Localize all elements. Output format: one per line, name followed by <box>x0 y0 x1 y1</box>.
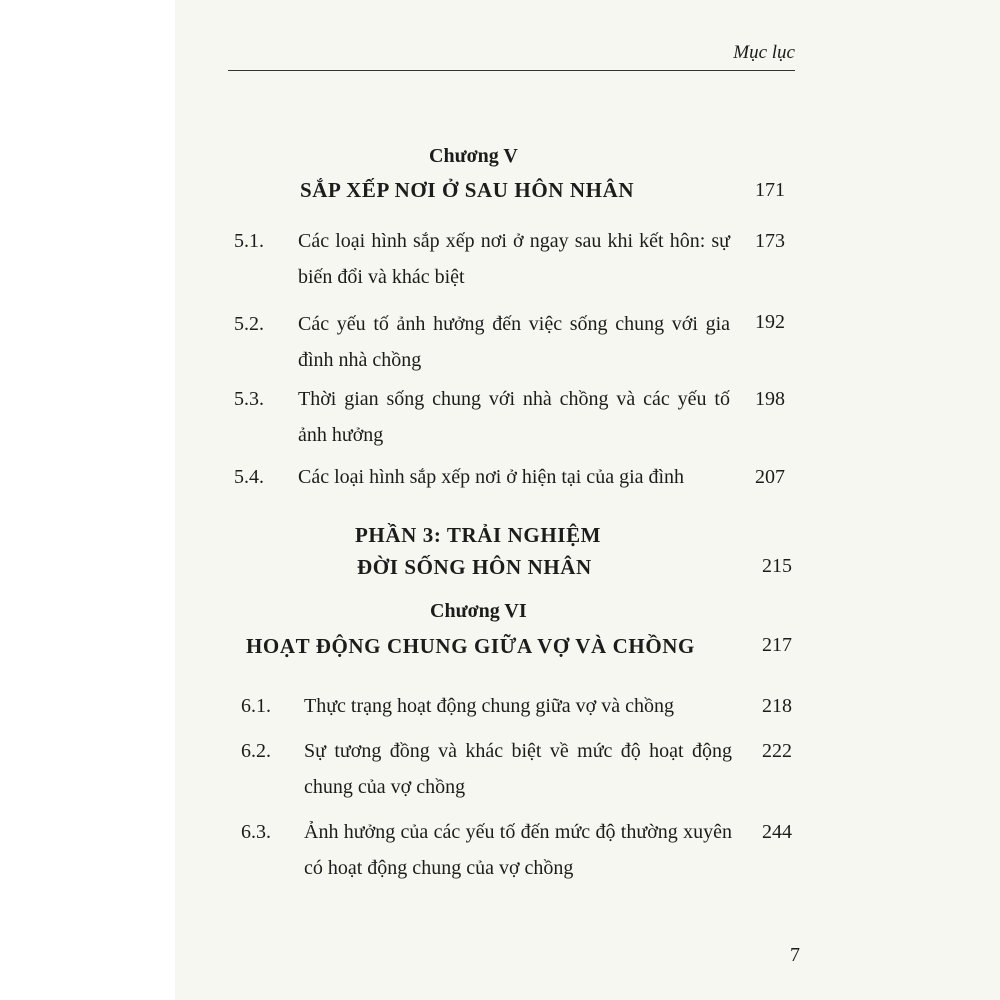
section-title: Các yếu tố ảnh hưởng đến việc sống chung với gia đình nhà chồng <box>298 313 730 371</box>
section-title: Thời gian sống chung với nhà chồng và các yếu tố ảnh hưởng <box>298 388 730 446</box>
header-rule <box>228 70 795 71</box>
section-title: Các loại hình sắp xếp nơi ở ngay sau khi kết hôn: sự biến đổi và khác biệt <box>298 230 730 288</box>
chapter-title: SẮP XẾP NƠI Ở SAU HÔN NHÂN <box>300 178 635 202</box>
chapter-page-number: 171 <box>755 179 785 201</box>
section-page-number: 222 <box>762 740 792 762</box>
section-number: 5.2. <box>234 313 264 335</box>
part-page-number: 215 <box>762 555 792 577</box>
chapter-page-number: 217 <box>762 634 792 656</box>
part-title-line-2: ĐỜI SỐNG HÔN NHÂN <box>357 555 592 579</box>
section-page-number: 173 <box>755 230 785 252</box>
section-page-number: 218 <box>762 695 792 717</box>
section-page-number: 207 <box>755 466 785 488</box>
section-number: 5.4. <box>234 466 264 488</box>
section-title: Các loại hình sắp xếp nơi ở hiện tại của gia đình <box>298 466 685 488</box>
section-title: Thực trạng hoạt động chung giữa vợ và chồng <box>304 695 674 717</box>
chapter-label: Chương V <box>429 145 518 167</box>
section-number: 5.1. <box>234 230 264 252</box>
section-number: 6.1. <box>241 695 271 717</box>
chapter-title: HOẠT ĐỘNG CHUNG GIỮA VỢ VÀ CHỒNG <box>246 634 695 658</box>
section-number: 5.3. <box>234 388 264 410</box>
section-title: Sự tương đồng và khác biệt về mức độ hoạt động chung của vợ chồng <box>304 740 732 798</box>
page-number: 7 <box>790 944 800 966</box>
section-page-number: 244 <box>762 821 792 843</box>
part-title-line-1: PHẦN 3: TRẢI NGHIỆM <box>355 523 602 547</box>
chapter-label: Chương VI <box>430 600 527 622</box>
section-page-number: 192 <box>755 311 785 333</box>
section-number: 6.2. <box>241 740 271 762</box>
section-number: 6.3. <box>241 821 271 843</box>
section-title: Ảnh hưởng của các yếu tố đến mức độ thường xuyên có hoạt động chung của vợ chồng <box>304 821 732 879</box>
running-head: Mục lục <box>733 42 795 63</box>
section-page-number: 198 <box>755 388 785 410</box>
